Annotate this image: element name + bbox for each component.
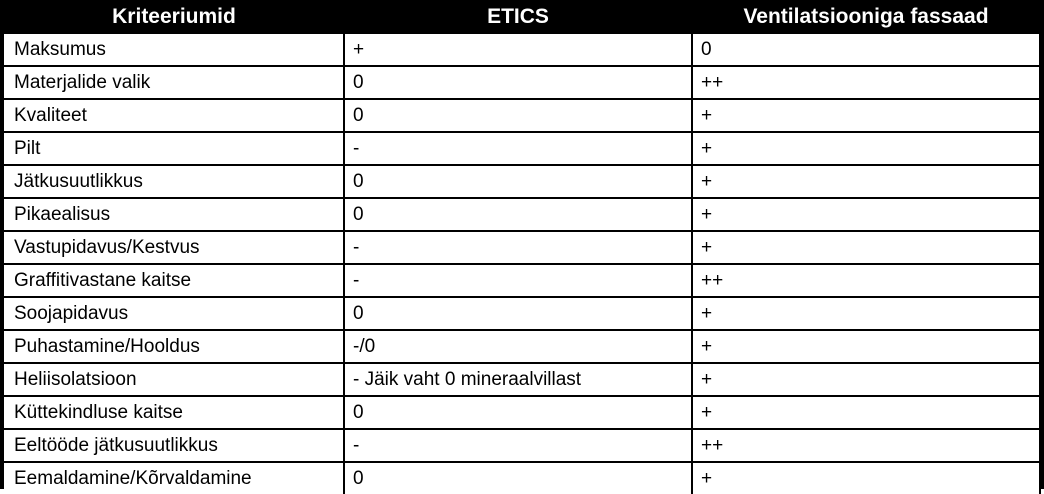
cell-etics-rating: 0 (344, 165, 692, 198)
column-header-ventilated-facade: Ventilatsiooniga fassaad (692, 0, 1040, 34)
cell-criterion: Graffitivastane kaitse (4, 264, 344, 297)
column-header-criteria: Kriteeriumid (4, 0, 344, 34)
cell-etics-rating: + (344, 34, 692, 66)
table-row (4, 231, 1040, 264)
cell-etics-rating: - (344, 231, 692, 264)
table-header (4, 0, 1040, 34)
cell-ventilated-rating: + (692, 396, 1040, 429)
table-row (4, 132, 1040, 165)
table-row (4, 429, 1040, 462)
cell-ventilated-rating: + (692, 165, 1040, 198)
cell-etics-rating: - Jäik vaht 0 mineraalvillast (344, 363, 692, 396)
cell-criterion: Materjalide valik (4, 66, 344, 99)
table-body (4, 34, 1040, 494)
cell-ventilated-rating: ++ (692, 429, 1040, 462)
cell-criterion: Heliisolatsioon (4, 363, 344, 396)
cell-criterion: Küttekindluse kaitse (4, 396, 344, 429)
cell-criterion: Eeltööde jätkusuutlikkus (4, 429, 344, 462)
cell-ventilated-rating: + (692, 132, 1040, 165)
table-row (4, 66, 1040, 99)
table-row (4, 363, 1040, 396)
table-row (4, 198, 1040, 231)
cell-ventilated-rating: + (692, 330, 1040, 363)
table-row (4, 99, 1040, 132)
cell-ventilated-rating: + (692, 363, 1040, 396)
table-row (4, 297, 1040, 330)
cell-etics-rating: 0 (344, 462, 692, 494)
cell-criterion: Kvaliteet (4, 99, 344, 132)
cell-etics-rating: - (344, 264, 692, 297)
cell-criterion: Maksumus (4, 34, 344, 66)
cell-criterion: Jätkusuutlikkus (4, 165, 344, 198)
cell-criterion: Soojapidavus (4, 297, 344, 330)
table-row (4, 264, 1040, 297)
table-row (4, 330, 1040, 363)
cell-etics-rating: - (344, 132, 692, 165)
table-row (4, 34, 1040, 66)
table-header-row (4, 0, 1040, 34)
cell-etics-rating: 0 (344, 198, 692, 231)
cell-etics-rating: 0 (344, 66, 692, 99)
cell-etics-rating: - (344, 429, 692, 462)
cell-etics-rating: 0 (344, 297, 692, 330)
cell-ventilated-rating: + (692, 462, 1040, 494)
cell-criterion: Pikaealisus (4, 198, 344, 231)
cell-etics-rating: 0 (344, 99, 692, 132)
cell-criterion: Eemaldamine/Kõrvaldamine (4, 462, 344, 494)
cell-ventilated-rating: + (692, 297, 1040, 330)
table-row (4, 396, 1040, 429)
table-row (4, 165, 1040, 198)
criteria-comparison-table (4, 0, 1041, 494)
cell-ventilated-rating: + (692, 231, 1040, 264)
column-header-etics: ETICS (344, 0, 692, 34)
cell-ventilated-rating: + (692, 198, 1040, 231)
cell-ventilated-rating: ++ (692, 66, 1040, 99)
cell-etics-rating: -/0 (344, 330, 692, 363)
cell-criterion: Puhastamine/Hooldus (4, 330, 344, 363)
cell-ventilated-rating: 0 (692, 34, 1040, 66)
table-row (4, 462, 1040, 494)
cell-ventilated-rating: ++ (692, 264, 1040, 297)
cell-etics-rating: 0 (344, 396, 692, 429)
cell-criterion: Vastupidavus/Kestvus (4, 231, 344, 264)
cell-criterion: Pilt (4, 132, 344, 165)
cell-ventilated-rating: + (692, 99, 1040, 132)
